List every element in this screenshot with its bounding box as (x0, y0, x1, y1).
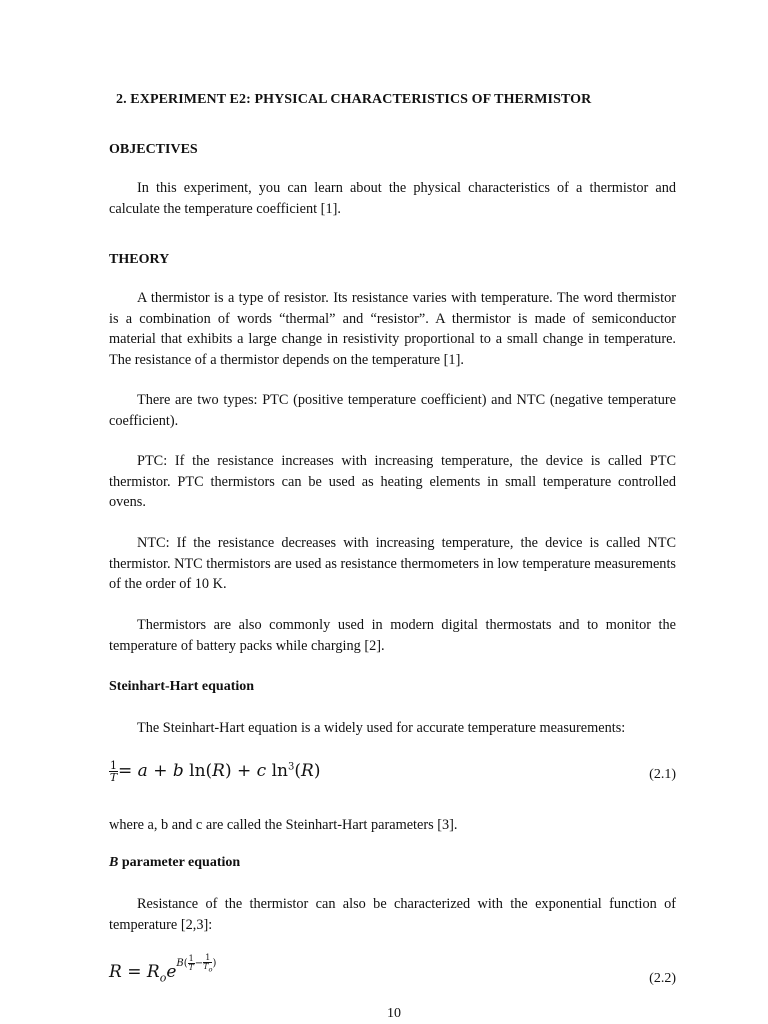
steinhart-heading: Steinhart-Hart equation (109, 679, 255, 694)
theory-heading: THEORY (109, 252, 170, 267)
bparam-heading-rest: parameter equation (118, 855, 241, 870)
theory-paragraph-5: Thermistors are also commonly used in modern digital thermostats and to monitor the temperature of battery packs while charging [2]. (109, 617, 676, 654)
theory-paragraph-1: A thermistor is a type of resistor. Its resistance varies with temperature. The word thermistor is a combination of words “thermal” and “resistor”. A thermistor is made of semiconductor material that exhibits a large change in resistivity proportional to a small change in temperature. The resistance of a thermistor depends on the temperature [1]. (109, 290, 676, 368)
objectives-heading: OBJECTIVES (109, 142, 198, 157)
equation-fraction: $\frac{1}{T}$ (109, 759, 118, 784)
equation-number-2-2: (2.2) (649, 971, 676, 986)
steinhart-equation: $\frac{1}{T}$ = a + b ln(R) + c $\ln^3(R)$ (109, 759, 321, 784)
bparam-heading-b: B (109, 855, 119, 870)
theory-paragraph-3: PTC: If the resistance increases with increasing temperature, the device is called PTC thermistor. PTC thermistors can be used as heating elements in small temperature controlled ovens. (109, 453, 676, 510)
chapter-title: 2. EXPERIMENT E2: PHYSICAL CHARACTERISTICS OF THERMISTOR (116, 92, 592, 107)
page-number: 10 (387, 1006, 401, 1021)
theory-paragraph-2: There are two types: PTC (positive temperature coefficient) and NTC (negative temperature coefficient). (109, 392, 676, 429)
steinhart-intro: The Steinhart-Hart equation is a widely used for accurate temperature measurements: (137, 720, 626, 736)
steinhart-after: where a, b and c are called the Steinhart-Hart parameters [3]. (109, 817, 458, 833)
bparam-intro: Resistance of the thermistor can also be characterized with the exponential function of temperature [2,3]: (109, 896, 676, 933)
bparam-heading (109, 855, 240, 871)
bparam-equation: $R = R_oe^{B( \frac{1}{T} - \frac{1}{T_o} )}$ (109, 953, 217, 985)
equation-number-2-1: (2.1) (649, 767, 676, 782)
theory-paragraph-4: NTC: If the resistance decreases with increasing temperature, the device is called NTC thermistor. NTC thermistors are used as resistance thermometers in low temperature measurements of the order of 10 K. (109, 535, 676, 592)
objectives-paragraph: In this experiment, you can learn about the physical characteristics of a thermistor and calculate the temperature coefficient [1]. (109, 180, 676, 217)
